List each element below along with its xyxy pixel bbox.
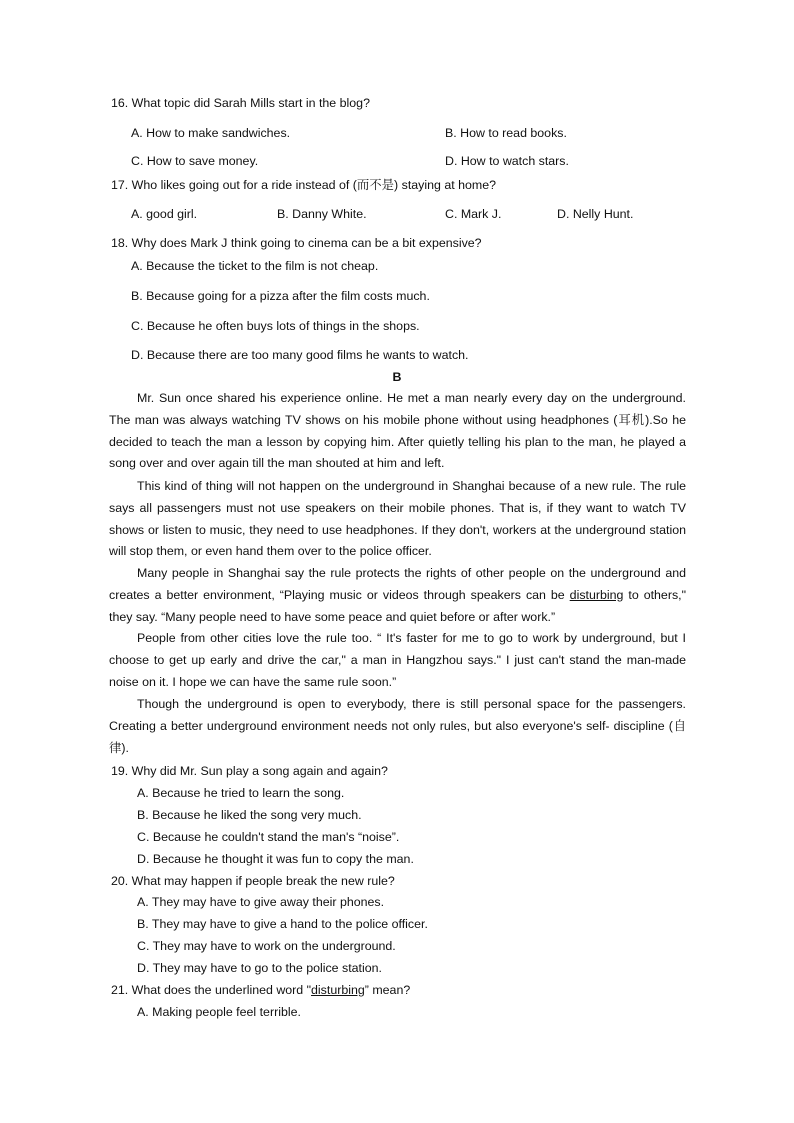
q20-option-b: B. They may have to give a hand to the police officer. [137, 917, 428, 931]
q21-text-end: ” mean? [364, 983, 411, 997]
q18-option-a: A. Because the ticket to the film is not cheap. [131, 259, 379, 273]
question-17: 17. Who likes going out for a ride instead of (而不是) staying at home? [111, 178, 496, 192]
q16-option-c: C. How to save money. [131, 154, 259, 168]
q20-option-a: A. They may have to give away their phones. [137, 895, 385, 909]
paragraph-3-text-start: Many people in Shanghai say the rule protects the rights of other people on the underground and creates a better environment, “Playing music or videos through speakers can be [109, 566, 686, 602]
q16-option-a: A. How to make sandwiches. [131, 126, 291, 140]
passage-paragraph-1: Mr. Sun once shared his experience online. He met a man nearly every day on the underground. The man was always watching TV shows on his mobile phone without using headphones (耳机).So he decided to teach the man a lesson by copying him. After quietly telling his plan to the man, he played a song over and over again till the man shouted at him and left. [109, 391, 686, 471]
q19-option-a: A. Because he tried to learn the song. [137, 786, 345, 800]
q16-option-b: B. How to read books. [445, 126, 567, 140]
question-19: 19. Why did Mr. Sun play a song again and again? [111, 764, 388, 778]
q20-option-d: D. They may have to go to the police station. [137, 961, 382, 975]
q21-underlined-word: disturbing [311, 983, 365, 997]
q21-text-start: 21. What does the underlined word " [111, 983, 312, 997]
q20-option-c: C. They may have to work on the underground. [137, 939, 396, 953]
q16-option-d: D. How to watch stars. [445, 154, 569, 168]
question-20: 20. What may happen if people break the new rule? [111, 874, 395, 888]
passage-paragraph-2: This kind of thing will not happen on the underground in Shanghai because of a new rule. The rule says all passengers must not use speakers on their mobile phones. That is, if they want to watch TV shows or listen to music, they need to use headphones. If they don't, workers at the underground station will stop them, or even hand them over to the police officer. [109, 479, 686, 559]
passage-paragraph-3 [109, 563, 686, 628]
q18-option-b: B. Because going for a pizza after the film costs much. [131, 289, 430, 303]
passage-paragraph-4: People from other cities love the rule too. “ It's faster for me to go to work by underground, but I choose to get up early and drive the car," a man in Hangzhou says." I just can't stand the man-made noise on it. I hope we can have the same rule soon.” [109, 631, 686, 689]
passage-paragraph-5: Though the underground is open to everybody, there is still personal space for the passengers. Creating a better underground environment needs not only rules, but also everyone's self- discipline (自律). [109, 697, 686, 755]
q19-option-b: B. Because he liked the song very much. [137, 808, 362, 822]
q17-option-a: A. good girl. [131, 207, 198, 221]
paragraph-3-text-end: to others," they say. “Many people need to have some peace and quiet before or after work.” [109, 587, 686, 624]
q19-option-c: C. Because he couldn't stand the man's “noise”. [137, 830, 400, 844]
q17-option-c: C. Mark J. [445, 207, 502, 221]
q19-option-d: D. Because he thought it was fun to copy the man. [137, 852, 414, 866]
q17-option-d: D. Nelly Hunt. [557, 207, 634, 221]
q21-option-a: A. Making people feel terrible. [137, 1005, 301, 1019]
q18-option-c: C. Because he often buys lots of things in the shops. [131, 319, 420, 333]
section-b-heading: B [392, 370, 402, 384]
q17-option-b: B. Danny White. [277, 207, 367, 221]
question-16: 16. What topic did Sarah Mills start in the blog? [111, 96, 370, 110]
question-18: 18. Why does Mark J think going to cinema can be a bit expensive? [111, 236, 482, 250]
q18-option-d: D. Because there are too many good films he wants to watch. [131, 348, 469, 362]
question-21 [111, 982, 410, 998]
underlined-word-disturbing: disturbing [569, 587, 624, 602]
